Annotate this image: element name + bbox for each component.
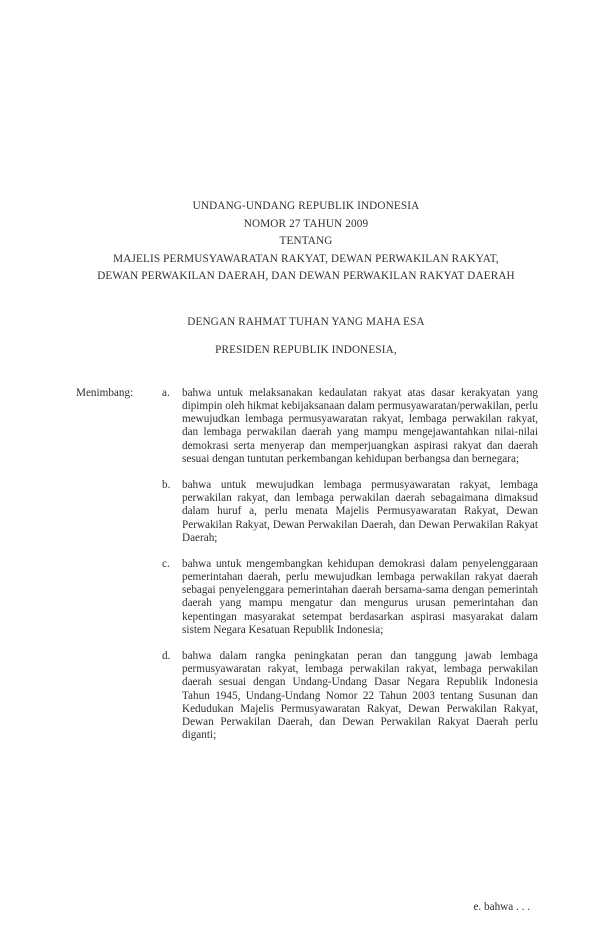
promulgator-line: PRESIDEN REPUBLIK INDONESIA, <box>215 344 397 356</box>
invocation-line: DENGAN RAHMAT TUHAN YANG MAHA ESA <box>187 316 425 328</box>
title-line-number-year: NOMOR 27 TAHUN 2009 <box>243 217 369 230</box>
consideration-text: bahwa untuk mengembangkan kehidupan demokrasi dalam penyelenggaraan pemerintahan daerah, perlu mewujudkan lembaga perwakilan rakyat daerah sebagai penyelenggara pemerintahan daerah bersama-sama dengan pemerintah daerah yang mampu mengatur dan mengurus urusan pemerintahan dan kepentingan masyarakat setempat berdasarkan aspirasi masyarakat dalam sistem Negara Kesatuan Republik Indonesia; <box>182 558 538 636</box>
consideration-text: bahwa untuk melaksanakan kedaulatan rakyat atas dasar kerakyatan yang dipimpin oleh hikmat kebijaksanaan dalam permusyawaratan/perwakilan, perlu mewujudkan lembaga permusyawaratan rakyat, lembaga perwakilan rakyat, dan lembaga perwakilan daerah yang mampu mengejawantahkan nilai-nilai demokrasi serta menyerap dan memperjuangkan aspirasi rakyat dan daerah sesuai dengan tuntutan perkembangan kehidupan berbangsa dan bernegara; <box>182 387 538 465</box>
consideration-marker: d. <box>162 650 171 663</box>
considerations-row <box>76 387 538 742</box>
consideration-marker: b. <box>162 479 171 492</box>
consideration-item <box>162 558 538 637</box>
page-catchword: e. bahwa . . . <box>473 901 530 913</box>
title-line-law-type: UNDANG-UNDANG REPUBLIK INDONESIA <box>192 200 420 212</box>
consideration-marker: c. <box>162 558 170 570</box>
consideration-marker: a. <box>162 387 170 399</box>
title-line-about: TENTANG <box>279 235 333 248</box>
document-title-block <box>56 198 556 286</box>
consideration-item <box>162 479 538 545</box>
considerations-list <box>162 387 538 742</box>
considerations-section <box>76 387 538 742</box>
considerations-label: Menimbang: <box>76 387 134 399</box>
consideration-text: bahwa untuk mewujudkan lembaga permusyawaratan rakyat, lembaga perwakilan rakyat, dan lembaga perwakilan daerah sebagaimana dimaksud dalam huruf a, perlu menata Majelis Permusyawaratan Rakyat, Dewan Perwakilan Rakyat, Dewan Perwakilan Daerah, dan Dewan Perwakilan Rakyat Daerah; <box>182 479 538 544</box>
title-line-subject-2: DEWAN PERWAKILAN DAERAH, DAN DEWAN PERWAKILAN RAKYAT DAERAH <box>97 270 515 283</box>
title-line-subject-1: MAJELIS PERMUSYAWARATAN RAKYAT, DEWAN PERWAKILAN RAKYAT, <box>113 252 499 265</box>
consideration-item <box>162 650 538 742</box>
consideration-text: bahwa dalam rangka peningkatan peran dan tanggung jawab lembaga permusyawaratan rakyat, lembaga perwakilan rakyat, lembaga perwakilan daerah sesuai dengan Undang-Undang Dasar Negara Republik Indonesia Tahun 1945, Undang-Undang Nomor 22 Tahun 2003 tentang Susunan dan Kedudukan Majelis Permusyawaratan Rakyat, Dewan Perwakilan Rakyat, Dewan Perwakilan Daerah, dan Dewan Perwakilan Rakyat Daerah perlu diganti; <box>182 650 538 742</box>
consideration-item <box>162 387 538 466</box>
